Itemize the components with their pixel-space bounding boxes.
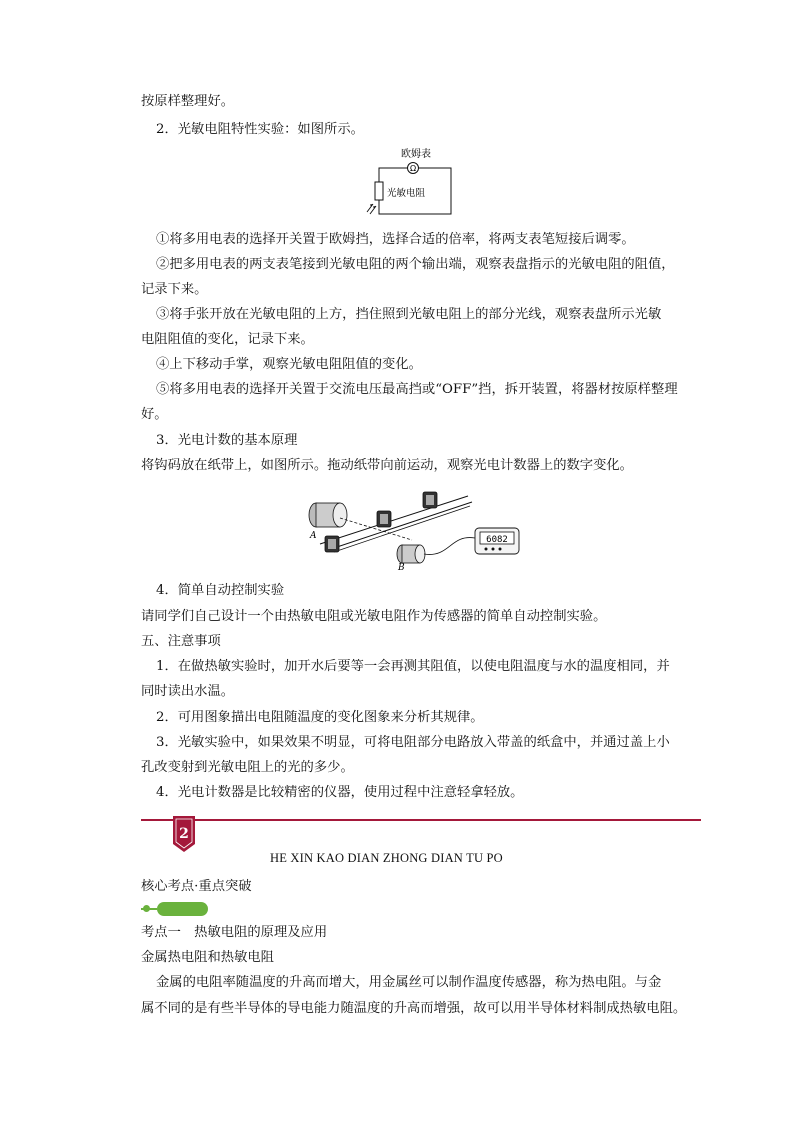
- text-line: 属不同的是有些半导体的导电能力随温度的升高而增强，故可以用半导体材料制成热敏电阻。: [141, 1001, 687, 1016]
- heading-photoresistor-experiment: 2．光敏电阻特性实验：如图所示。: [156, 122, 364, 137]
- step-2-cont: 记录下来。: [141, 282, 208, 297]
- step-4: ④上下移动手掌，观察光敏电阻阻值的变化。: [156, 357, 422, 372]
- note-1: 1．在做热敏实验时，加开水后要等一会再测其阻值，以使电阻温度与水的温度相同，并: [156, 659, 670, 674]
- text-line: 金属的电阻率随温度的升高而增大，用金属丝可以制作温度传感器，称为热电阻。与金: [156, 975, 662, 990]
- step-1: ①将多用电表的选择开关置于欧姆挡，选择合适的倍率，将两支表笔短接后调零。: [156, 232, 635, 247]
- text-line: 将钩码放在纸带上，如图所示。拖动纸带向前运动，观察光电计数器上的数字变化。: [141, 458, 633, 473]
- heading-notes: 五、注意事项: [141, 634, 221, 649]
- kaodian-title: 考点一 热敏电阻的原理及应用: [141, 925, 328, 940]
- step-5: ⑤将多用电表的选择开关置于交流电压最高挡或“OFF”挡，拆开装置，将器材按原样整理: [156, 382, 678, 397]
- receiver-b: [397, 545, 425, 563]
- counter-display: 6082: [486, 535, 508, 545]
- section-number-badge: [173, 816, 195, 852]
- weight-block: [423, 492, 437, 508]
- note-3: 3．光敏实验中，如果效果不明显，可将电阻部分电路放入带盖的纸盒中，并通过盖上小: [156, 735, 670, 750]
- text-line: 请同学们自己设计一个由热敏电阻或光敏电阻作为传感器的简单自动控制实验。: [141, 609, 607, 624]
- step-3: ③将手张开放在光敏电阻的上方，挡住照到光敏电阻上的部分光线，观察表盘所示光敏: [156, 307, 662, 322]
- cable: [424, 538, 475, 555]
- step-2: ②把多用电表的两支表笔接到光敏电阻的两个输出端，观察表盘指示的光敏电阻的阻值，: [156, 257, 675, 272]
- ohmmeter-label: 欧姆表: [401, 149, 431, 160]
- section-divider: [141, 819, 701, 821]
- section-title: 核心考点·重点突破: [141, 879, 252, 894]
- label-a: A: [310, 531, 317, 541]
- photoelectric-counter-figure: [300, 488, 532, 570]
- step-5-cont: 好。: [141, 407, 168, 422]
- subheading-thermistor: 金属热电阻和热敏电阻: [141, 950, 274, 965]
- green-tag-dot: [143, 905, 150, 912]
- weight-block: [325, 536, 339, 552]
- photoresistor-label: 光敏电阻: [387, 188, 426, 199]
- step-3-cont: 电阻阻值的变化，记录下来。: [141, 332, 314, 347]
- note-1-cont: 同时读出水温。: [141, 684, 235, 699]
- text-line: 按原样整理好。: [141, 94, 235, 109]
- note-2: 2．可用图象描出电阻随温度的变化图象来分析其规律。: [156, 710, 484, 725]
- heading-photoelectric-counting: 3．光电计数的基本原理: [156, 433, 298, 448]
- note-3-cont: 孔改变射到光敏电阻上的光的多少。: [141, 760, 354, 775]
- green-tag: [157, 902, 208, 916]
- photoresistor-icon: [375, 182, 383, 200]
- paper-tape-edge: [328, 502, 472, 550]
- note-4: 4．光电计数器是比较精密的仪器，使用过程中注意轻拿轻放。: [156, 785, 524, 800]
- weight-block: [377, 511, 391, 527]
- section-number: 2: [179, 826, 189, 842]
- photoresistor-circuit-figure: [365, 146, 457, 218]
- heading-auto-control: 4．简单自动控制实验: [156, 583, 285, 598]
- omega-symbol: Ω: [409, 164, 417, 173]
- label-b: B: [398, 563, 405, 570]
- light-source-a: [309, 503, 347, 527]
- section-pinyin: HE XIN KAO DIAN ZHONG DIAN TU PO: [270, 851, 503, 865]
